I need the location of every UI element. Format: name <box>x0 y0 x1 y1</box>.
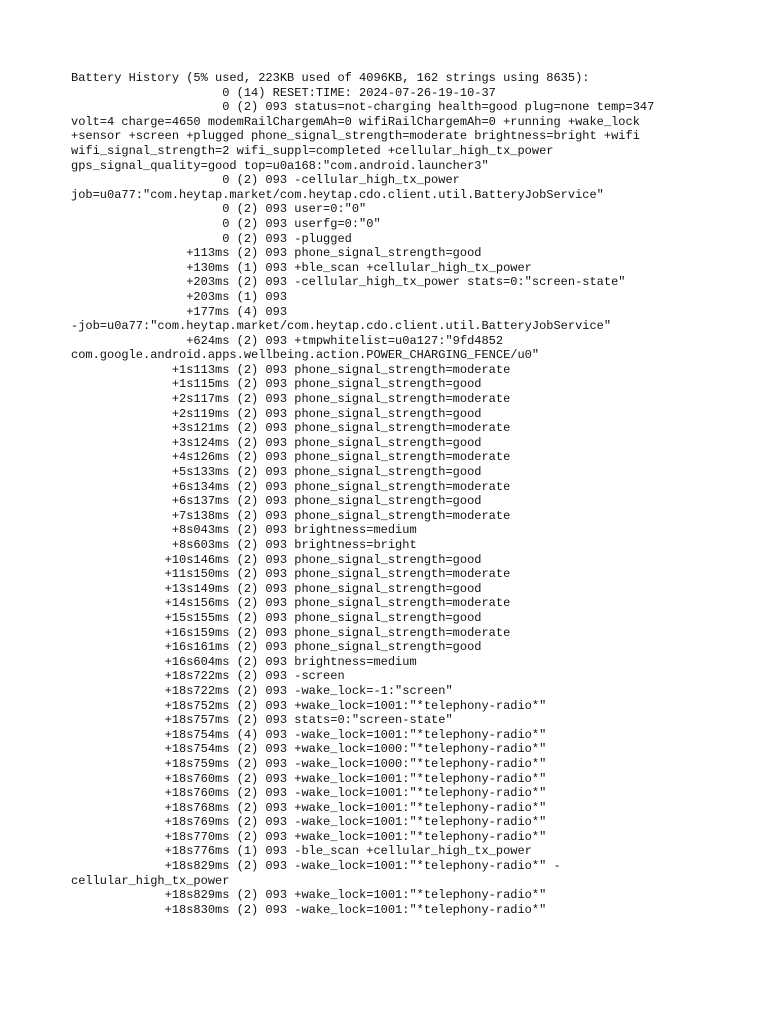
log-line: +16s159ms (2) 093 phone_signal_strength=moderate <box>71 625 511 640</box>
log-line: +18s770ms (2) 093 +wake_lock=1001:"*telephony-radio*" <box>71 829 547 844</box>
log-line: +18s829ms (2) 093 -wake_lock=1001:"*telephony-radio*" - <box>71 859 561 874</box>
log-line: +8s043ms (2) 093 brightness=medium <box>71 523 417 538</box>
log-line: +18s760ms (2) 093 -wake_lock=1001:"*telephony-radio*" <box>71 786 547 801</box>
log-line: 0 (2) 093 -cellular_high_tx_power <box>71 173 460 188</box>
log-line: -job=u0a77:"com.heytap.market/com.heytap.cdo.client.util.BatteryJobService" <box>71 319 612 334</box>
log-line: +18s759ms (2) 093 -wake_lock=1000:"*telephony-radio*" <box>71 756 547 771</box>
log-line: 0 (2) 093 -plugged <box>71 231 352 246</box>
log-line: 0 (2) 093 status=not-charging health=good plug=none temp=347 <box>71 100 655 115</box>
log-line: +113ms (2) 093 phone_signal_strength=good <box>71 246 482 261</box>
log-line: +3s121ms (2) 093 phone_signal_strength=moderate <box>71 421 511 436</box>
log-line: com.google.android.apps.wellbeing.action.POWER_CHARGING_FENCE/u0" <box>71 348 540 363</box>
log-line: +7s138ms (2) 093 phone_signal_strength=moderate <box>71 508 511 523</box>
log-line: +18s754ms (2) 093 +wake_lock=1000:"*telephony-radio*" <box>71 742 547 757</box>
log-line: +18s776ms (1) 093 -ble_scan +cellular_high_tx_power <box>71 844 532 859</box>
log-line: +5s133ms (2) 093 phone_signal_strength=good <box>71 465 482 480</box>
log-line: +13s149ms (2) 093 phone_signal_strength=good <box>71 581 482 596</box>
log-line: volt=4 charge=4650 modemRailChargemAh=0 wifiRailChargemAh=0 +running +wake_lock <box>71 114 640 129</box>
log-line: +6s134ms (2) 093 phone_signal_strength=moderate <box>71 479 511 494</box>
log-line: +15s155ms (2) 093 phone_signal_strength=good <box>71 610 482 625</box>
log-line: 0 (2) 093 userfg=0:"0" <box>71 216 381 231</box>
log-line: +16s604ms (2) 093 brightness=medium <box>71 654 417 669</box>
log-line: +18s722ms (2) 093 -wake_lock=-1:"screen" <box>71 683 453 698</box>
log-line: +18s829ms (2) 093 +wake_lock=1001:"*telephony-radio*" <box>71 888 547 903</box>
log-line: +18s760ms (2) 093 +wake_lock=1001:"*telephony-radio*" <box>71 771 547 786</box>
log-line: +177ms (4) 093 <box>71 304 288 319</box>
log-line: +1s113ms (2) 093 phone_signal_strength=moderate <box>71 362 511 377</box>
log-line: job=u0a77:"com.heytap.market/com.heytap.cdo.client.util.BatteryJobService" <box>71 187 604 202</box>
log-line: +18s768ms (2) 093 +wake_lock=1001:"*telephony-radio*" <box>71 800 547 815</box>
log-header-line: Battery History (5% used, 223KB used of 4096KB, 162 strings using 8635): <box>71 71 590 85</box>
log-line: +16s161ms (2) 093 phone_signal_strength=good <box>71 640 482 655</box>
log-line: +11s150ms (2) 093 phone_signal_strength=moderate <box>71 567 511 582</box>
log-line: 0 (14) RESET:TIME: 2024-07-26-19-10-37 <box>71 85 496 100</box>
log-line: +14s156ms (2) 093 phone_signal_strength=moderate <box>71 596 511 611</box>
log-line: +1s115ms (2) 093 phone_signal_strength=good <box>71 377 482 392</box>
battery-history-log <box>71 71 761 917</box>
log-line: +130ms (1) 093 +ble_scan +cellular_high_tx_power <box>71 260 532 275</box>
log-line: +10s146ms (2) 093 phone_signal_strength=good <box>71 552 482 567</box>
log-line: +203ms (2) 093 -cellular_high_tx_power stats=0:"screen-state" <box>71 275 626 290</box>
log-line: gps_signal_quality=good top=u0a168:"com.android.launcher3" <box>71 158 489 173</box>
log-line: +8s603ms (2) 093 brightness=bright <box>71 538 417 552</box>
log-line: +624ms (2) 093 +tmpwhitelist=u0a127:"9fd4852 <box>71 333 504 348</box>
log-line: +18s757ms (2) 093 stats=0:"screen-state" <box>71 713 453 728</box>
log-line: +18s722ms (2) 093 -screen <box>71 669 345 684</box>
log-line: +3s124ms (2) 093 phone_signal_strength=good <box>71 435 482 450</box>
log-line: +2s117ms (2) 093 phone_signal_strength=moderate <box>71 392 511 407</box>
log-line: 0 (2) 093 user=0:"0" <box>71 202 367 217</box>
log-line: +203ms (1) 093 <box>71 289 288 304</box>
log-line: +2s119ms (2) 093 phone_signal_strength=good <box>71 406 482 421</box>
log-line: +18s830ms (2) 093 -wake_lock=1001:"*telephony-radio*" <box>71 902 547 917</box>
log-line: +4s126ms (2) 093 phone_signal_strength=moderate <box>71 450 511 465</box>
log-line: +18s754ms (4) 093 -wake_lock=1001:"*telephony-radio*" <box>71 727 547 742</box>
log-line: wifi_signal_strength=2 wifi_suppl=completed +cellular_high_tx_power <box>71 143 554 158</box>
log-line: +6s137ms (2) 093 phone_signal_strength=good <box>71 494 482 509</box>
log-line: +18s752ms (2) 093 +wake_lock=1001:"*telephony-radio*" <box>71 698 547 713</box>
log-line: cellular_high_tx_power <box>71 873 230 888</box>
battery-history-page <box>71 71 761 917</box>
log-line: +18s769ms (2) 093 -wake_lock=1001:"*telephony-radio*" <box>71 815 547 830</box>
log-line: +sensor +screen +plugged phone_signal_strength=moderate brightness=bright +wifi <box>71 129 640 144</box>
